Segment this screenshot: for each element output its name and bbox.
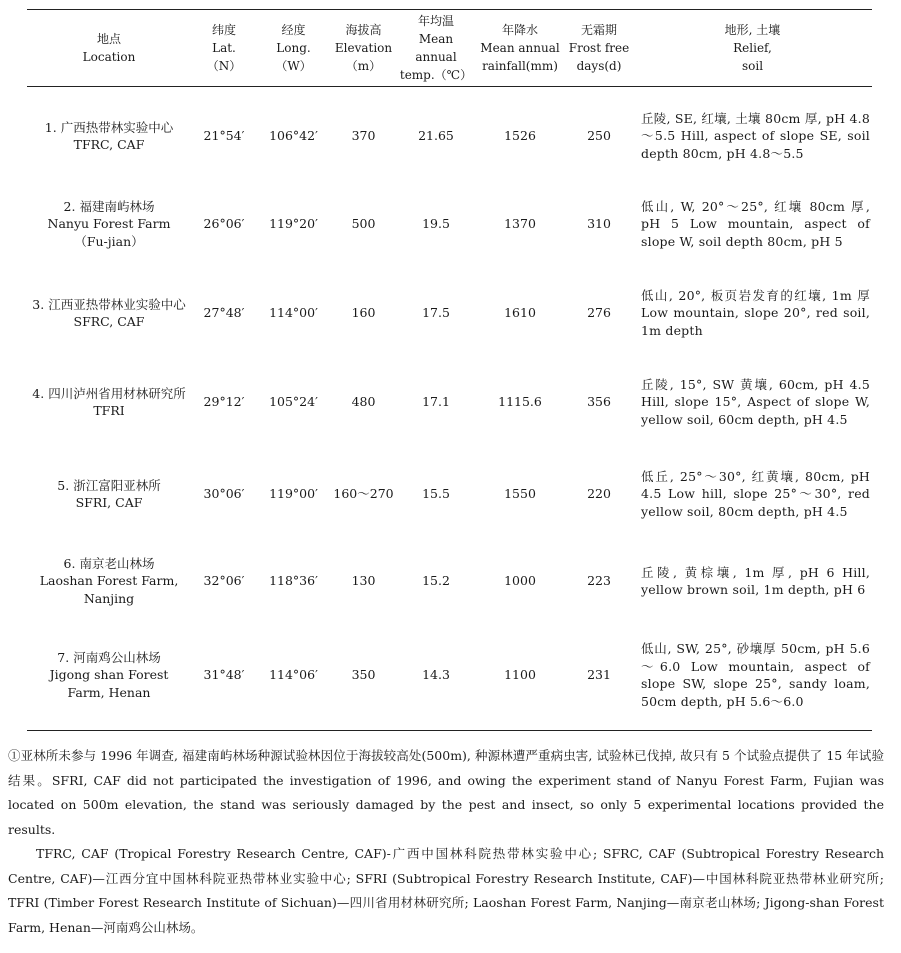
rainfall-cell: 1000 [504,573,536,589]
long-cell: 119°20′ [269,216,318,232]
terrain-cell: 低山, SW, 25°, 砂壤厚 50cm, pH 5.6～6.0 Low mountain, aspect of slope SW, slope 25°, sandy loam, 50cm depth, pH 5.6～6.0 [641,641,870,709]
note-1: ①亚林所未参与 1996 年调查, 福建南屿林场种源试验林因位于海拔较高处(500m), 种源林遭严重病虫害, 试验林已伐掉, 故只有 5 个试验点提供了 15 年试验结果。SFRI, CAF did not participated the investigation of 1996, and owing the experiment stand of Nanyu Forest Farm, Fujian was located on 500m elevation, the stand was seriously damaged by the pest and insect, so only 5 experimental locations provided the results. [8,748,884,837]
table-notes [8,744,884,940]
header-row [27,10,872,86]
terrain-cell: 丘陵, SE, 红壤, 土壤 80cm 厚, pH 4.8～5.5 Hill, aspect of slope SE, soil depth 80cm, pH 4.8～5.5 [641,110,870,161]
table-bottom-rule [27,730,872,731]
rainfall-cell: 1370 [504,216,536,232]
frost-free-cell: 220 [587,486,611,502]
frost-free-cell: 276 [587,305,611,321]
rainfall-cell: 1115.6 [498,394,542,410]
elevation-cell: 130 [351,573,376,589]
elevation-cell: 350 [351,667,376,683]
header-elevation: 海拔高 Elevation （m） [334,23,393,73]
rainfall-cell: 1610 [504,305,536,321]
terrain-cell: 丘陵, 黄棕壤, 1m 厚, pH 6 Hill, yellow brown soil, 1m depth, pH 6 [641,564,870,597]
elevation-cell: 500 [351,216,376,232]
lat-cell: 31°48′ [203,667,245,683]
temp-cell: 15.5 [422,486,450,502]
frost-free-cell: 356 [587,394,611,410]
elevation-cell: 160～270 [333,486,394,502]
temp-cell: 15.2 [422,573,450,589]
location-cell: 5. 浙江富阳亚林所 SFRI, CAF [57,477,161,510]
terrain-cell: 丘陵, 15°, SW 黄壤, 60cm, pH 4.5 Hill, slope 15°, Aspect of slope W, yellow soil, 60cm depth, pH 4.5 [641,376,870,427]
rainfall-cell: 1526 [504,128,536,144]
header-lat: 纬度 Lat. （N） [206,23,242,73]
long-cell: 106°42′ [269,128,318,144]
location-cell: 3. 江西亚热带林业实验中心 SFRC, CAF [32,296,186,329]
header-rainfall: 年降水 Mean annual rainfall(mm) [480,23,560,73]
location-cell: 1. 广西热带林实验中心 TFRC, CAF [44,119,174,152]
long-cell: 114°06′ [269,667,318,683]
temp-cell: 21.65 [418,128,454,144]
frost-free-cell: 231 [587,667,611,683]
table-row [27,178,872,270]
temp-cell: 17.1 [422,394,450,410]
header-frost-free: 无霜期 Frost free days(d) [568,23,630,73]
lat-cell: 30°06′ [203,486,245,502]
temp-cell: 17.5 [422,305,450,321]
terrain-cell: 低山, W, 20°～25°, 红壤 80cm 厚, pH 5 Low mountain, aspect of slope W, soil depth 80cm, pH 5 [641,198,870,249]
rainfall-cell: 1100 [504,667,536,683]
location-cell: 7. 河南鸡公山林场 Jigong shan Forest Farm, Henan [49,649,169,700]
note-2: TFRC, CAF (Tropical Forestry Research Centre, CAF)-广西中国林科院热带林实验中心; SFRC, CAF (Subtropical Forestry Research Centre, CAF)—江西分宜中国林科院亚热带林业实验中心; SFRI (Subtropical Forestry Research Institute, CAF)—中国林科院亚热带林业研究所; TFRI (Timber Forest Research Institute of Sichuan)—四川省用材林研究所; Laoshan Forest Farm, Nanjing—南京老山林场; Jigong-shan Forest Farm, Henan—河南鸡公山林场。 [8,846,884,935]
lat-cell: 26°06′ [203,216,245,232]
header-terrain: 地形, 土壤 Relief, soil [724,23,781,73]
terrain-cell: 低丘, 25°～30°, 红黄壤, 80cm, pH 4.5 Low hill, slope 25°～30°, red yellow soil, 80cm depth, pH 4.5 [641,468,870,519]
long-cell: 118°36′ [269,573,318,589]
site-table [27,10,872,728]
table-row [27,270,872,356]
temp-cell: 19.5 [422,216,450,232]
table-row [27,540,872,622]
rainfall-cell: 1550 [504,486,536,502]
frost-free-cell: 223 [587,573,611,589]
location-cell: 2. 福建南屿林场 Nanyu Forest Farm （Fu-jian） [47,198,171,249]
terrain-cell: 低山, 20°, 板页岩发育的红壤, 1m 厚 Low mountain, slope 20°, red soil, 1m depth [641,287,870,338]
lat-cell: 21°54′ [203,128,245,144]
table-row [27,86,872,178]
location-cell: 6. 南京老山林场 Laoshan Forest Farm, Nanjing [39,555,179,606]
header-long: 经度 Long. （W） [275,23,312,73]
location-cell: 4. 四川泸州省用材林研究所 TFRI [32,385,186,418]
elevation-cell: 480 [351,394,376,410]
elevation-cell: 160 [351,305,376,321]
frost-free-cell: 310 [587,216,611,232]
header-temp: 年均温 Mean annual temp.（℃） [399,14,473,82]
header-location: 地点 Location [82,32,136,64]
temp-cell: 14.3 [422,667,450,683]
table-row [27,448,872,540]
lat-cell: 32°06′ [203,573,245,589]
elevation-cell: 370 [351,128,376,144]
table-row [27,356,872,448]
long-cell: 119°00′ [269,486,318,502]
frost-free-cell: 250 [587,128,611,144]
long-cell: 105°24′ [269,394,318,410]
table-row [27,622,872,728]
long-cell: 114°00′ [269,305,318,321]
lat-cell: 29°12′ [203,394,245,410]
lat-cell: 27°48′ [203,305,245,321]
